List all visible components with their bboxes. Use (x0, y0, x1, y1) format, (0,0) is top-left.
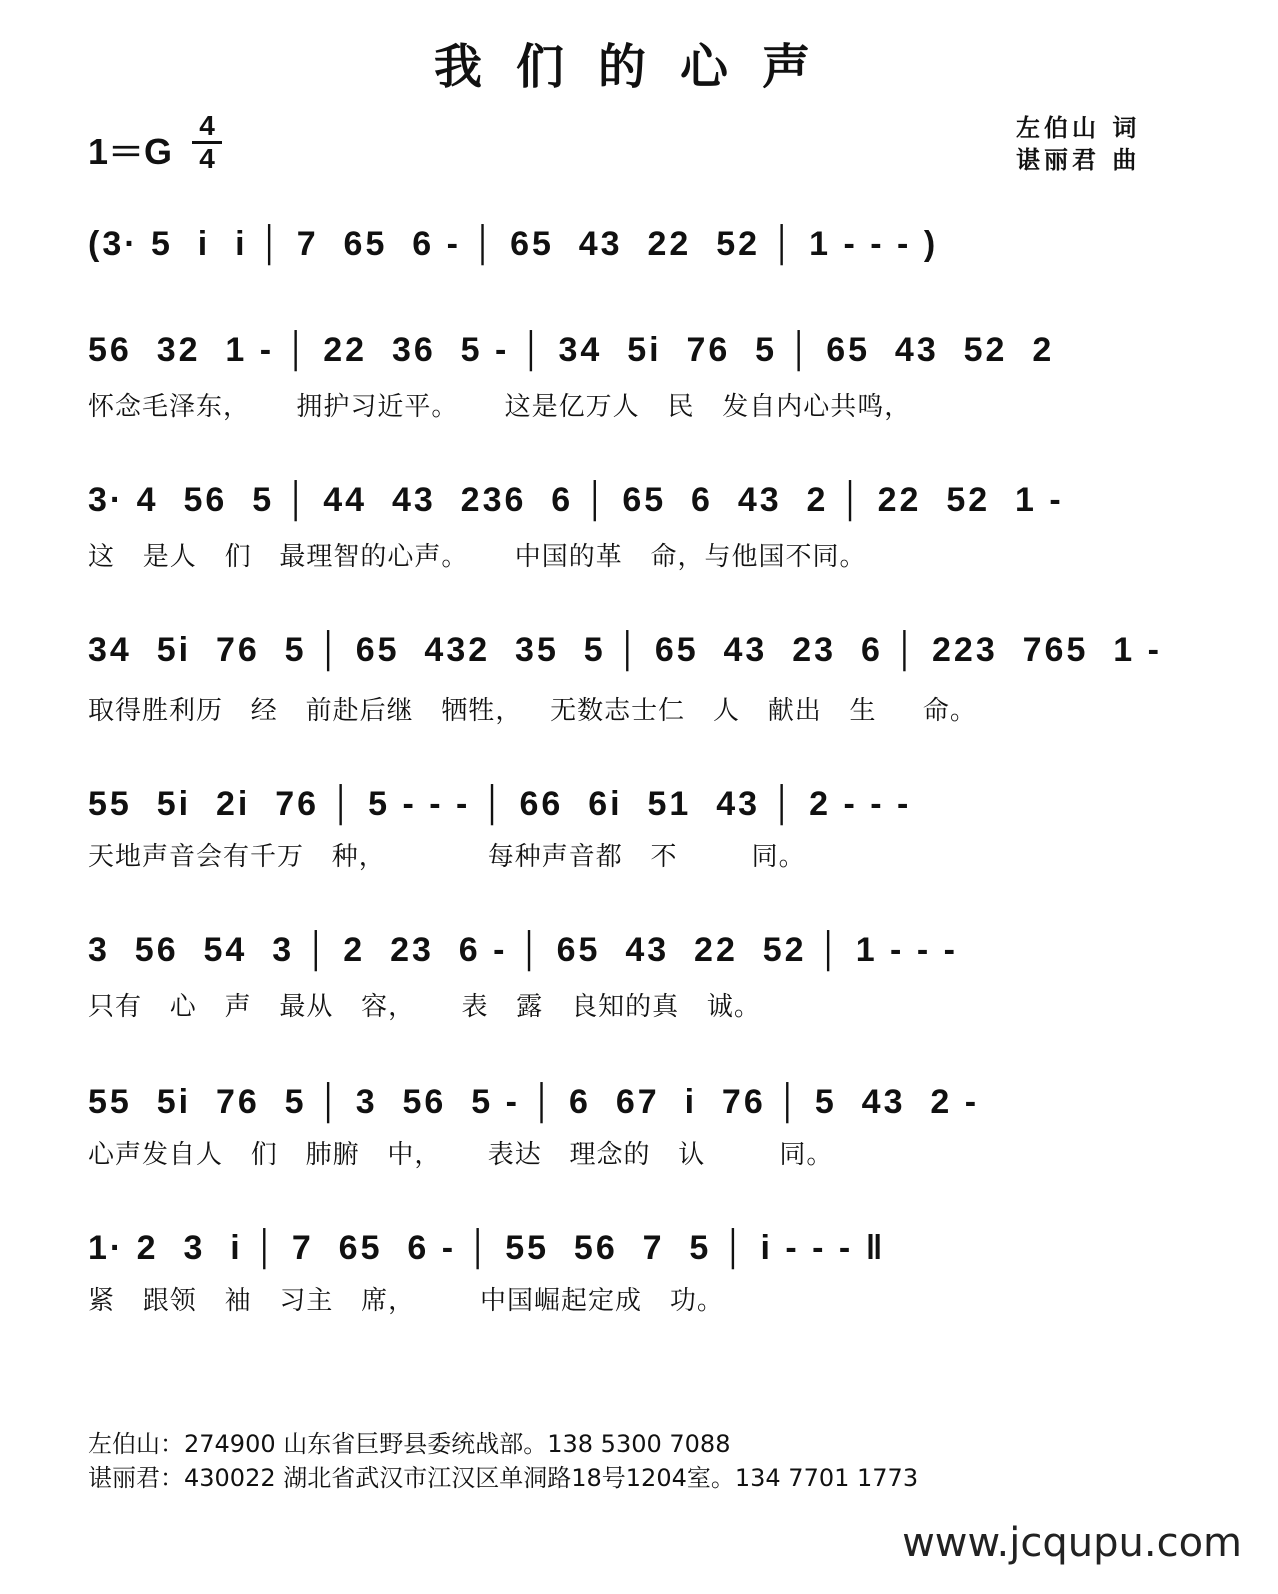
composer-credit: 谌丽君 曲 (1016, 146, 1141, 174)
lyric-row-7: 心声发自人 们 肺腑 中， 表达 理念的 认 同。 (88, 1140, 834, 1170)
lyric-row-5: 天地声音会有千万 种， 每种声音都 不 同。 (88, 842, 806, 872)
site-watermark: www.jcqupu.com (902, 1520, 1242, 1566)
lyricist-contact: 左伯山：274900 山东省巨野县委统战部。138 5300 7088 (88, 1430, 731, 1458)
score-row-8: 1· 2 3 i │ 7 65 6 - │ 55 56 7 5 │ i - - - ‖ (88, 1229, 886, 1267)
lyric-row-3: 这 是人 们 最理智的心声。 中国的革 命，与他国不同。 (88, 542, 867, 572)
time-signature (192, 112, 222, 173)
lyric-row-4: 取得胜利历 经 前赴后继 牺牲， 无数志士仁 人 献出 生 命。 (88, 696, 977, 726)
lyric-row-2: 怀念毛泽东， 拥护习近平。 这是亿万人 民 发自内心共鸣， (88, 392, 912, 422)
lyric-row-6: 只有 心 声 最从 容， 表 露 良知的真 诚。 (88, 992, 761, 1022)
score-row-5: 55 5i 2i 76 │ 5 - - - │ 66 6i 51 43 │ 2 - - - (88, 785, 912, 823)
lyricist-credit: 左伯山 词 (1016, 114, 1141, 142)
lyric-row-8: 紧 跟领 袖 习主 席， 中国崛起定成 功。 (88, 1286, 724, 1316)
time-signature-bottom: 4 (199, 143, 215, 174)
composer-contact: 谌丽君：430022 湖北省武汉市江汉区单洞路18号1204室。134 7701 1773 (88, 1464, 919, 1492)
song-title: 我们的心声 (433, 39, 844, 95)
score-row-6: 3 56 54 3 │ 2 23 6 - │ 65 43 22 52 │ 1 - - - (88, 931, 958, 969)
key-signature: 1＝G (88, 131, 173, 172)
score-row-4: 34 5i 76 5 │ 65 432 35 5 │ 65 43 23 6 │ 223 765 1 - (88, 631, 1162, 669)
score-row-3: 3· 4 56 5 │ 44 43 236 6 │ 65 6 43 2 │ 22 52 1 - (88, 481, 1064, 519)
score-row-2: 56 32 1 - │ 22 36 5 - │ 34 5i 76 5 │ 65 43 52 2 (88, 331, 1055, 369)
score-row-1: (3· 5 i i │ 7 65 6 - │ 65 43 22 52 │ 1 - - - ) (88, 225, 939, 263)
time-signature-top: 4 (199, 110, 215, 141)
score-row-7: 55 5i 76 5 │ 3 56 5 - │ 6 67 i 76 │ 5 43 2 - (88, 1083, 980, 1121)
